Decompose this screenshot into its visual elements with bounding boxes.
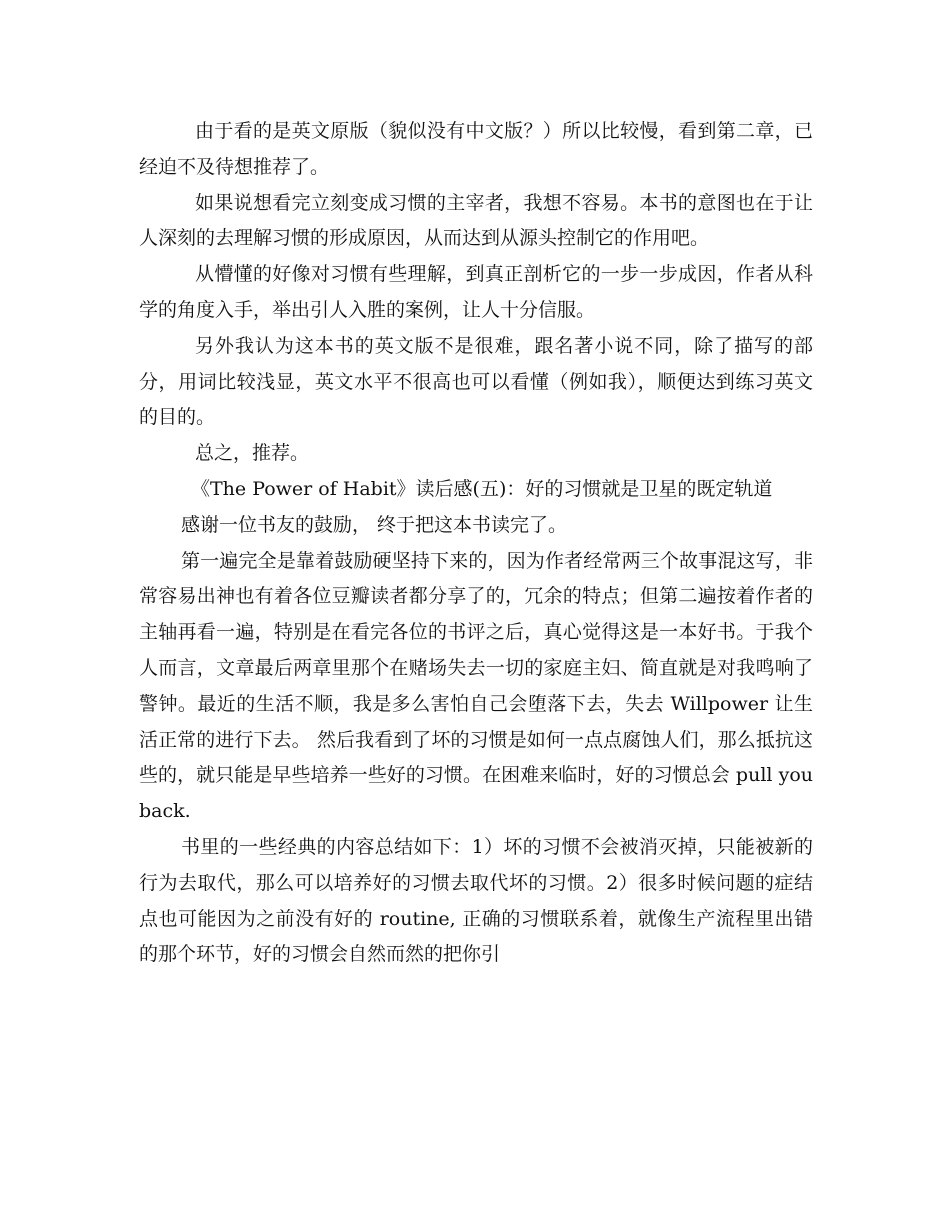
paragraph-4: 另外我认为这本书的英文版不是很难，跟名著小说不同，除了描写的部分，用词比较浅显，英文水平不很高也可以看懂（例如我），顺便达到练习英文的目的。 bbox=[139, 334, 813, 429]
paragraph-3: 从懵懂的好像对习惯有些理解，到真正剖析它的一步一步成因，作者从科学的角度入手，举出引人入胜的案例，让人十分信服。 bbox=[139, 263, 813, 321]
paragraph-8: 书里的一些经典的内容总结如下：1）坏的习惯不会被消灭掉，只能被新的行为去取代，那么可以培养好的习惯去取代坏的习惯。2）很多时候问题的症结点也可能因为之前没有好的 routine, 正确的习惯联系着，就像生产流程里出错的那个环节，好的习惯会自然而然的把你引 bbox=[139, 835, 813, 966]
paragraph-7: 第一遍完全是靠着鼓励硬坚持下来的，因为作者经常两三个故事混这写，非常容易出神也有着各位豆瓣读者都分享了的，冗余的特点；但第二遍按着作者的主轴再看一遍，特别是在看完各位的书评之后，真心觉得这是一本好书。于我个人而言，文章最后两章里那个在赌场失去一切的家庭主妇、简直就是对我鸣响了警钟。最近的生活不顺，我是多么害怕自己会堕落下去，失去 Willpower 让生活正常的进行下去。 然后我看到了坏的习惯是如何一点点腐蚀人们，那么抵抗这些的，就只能是早些培养一些好的习惯。在困难来临时，好的习惯总会 pull you back. bbox=[139, 549, 813, 823]
paragraph-2: 如果说想看完立刻变成习惯的主宰者，我想不容易。本书的意图也在于让人深刻的去理解习惯的形成原因，从而达到从源头控制它的作用吧。 bbox=[139, 191, 813, 250]
paragraph-1: 由于看的是英文原版（貌似没有中文版？）所以比较慢，看到第二章，已经迫不及待想推荐了。 bbox=[139, 120, 813, 178]
section-heading: 《The Power of Habit》读后感(五)：好的习惯就是卫星的既定轨道 bbox=[191, 477, 773, 500]
paragraph-5: 总之，推荐。 bbox=[195, 442, 310, 465]
paragraph-6: 感谢一位书友的鼓励， 终于把这本书读完了。 bbox=[181, 513, 568, 536]
document-body bbox=[139, 114, 813, 973]
